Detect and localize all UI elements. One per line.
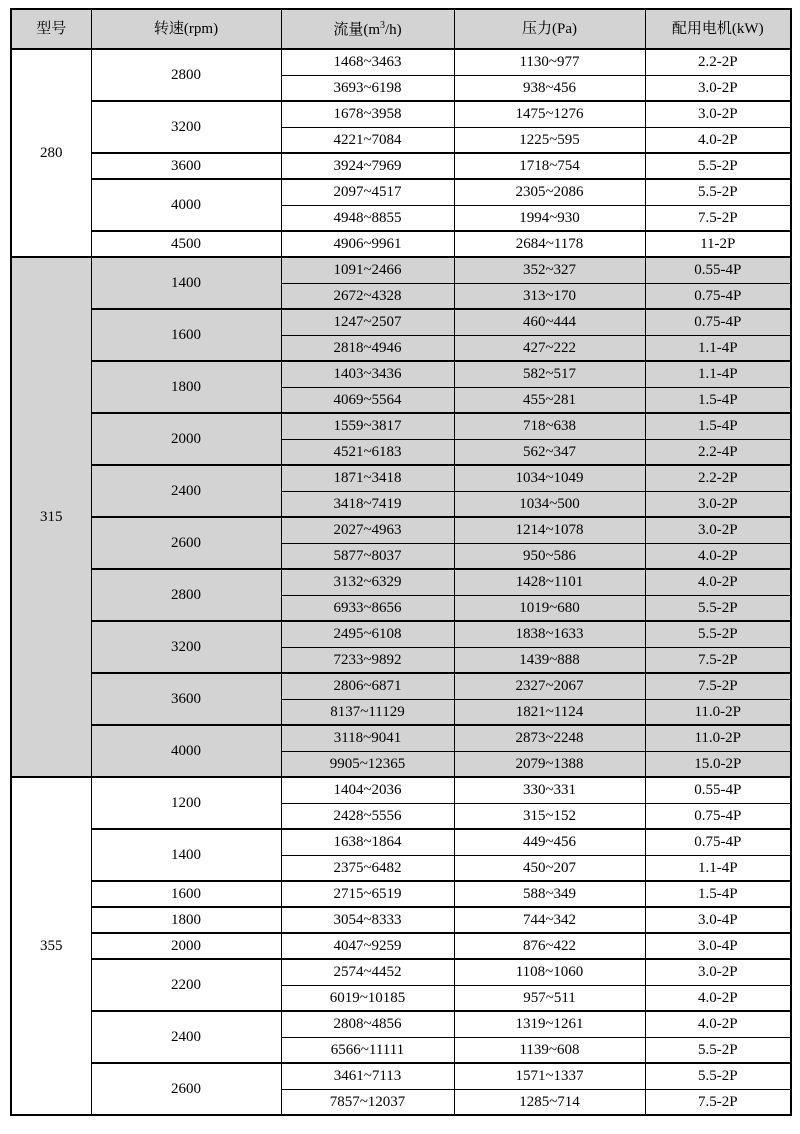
pressure-cell: 2873~2248 <box>454 725 645 751</box>
pressure-cell: 1034~500 <box>454 491 645 517</box>
flow-cell: 1638~1864 <box>281 829 454 855</box>
table-row <box>11 777 791 803</box>
flow-cell: 4521~6183 <box>281 439 454 465</box>
flow-cell: 4948~8855 <box>281 205 454 231</box>
pressure-cell: 2684~1178 <box>454 231 645 257</box>
pressure-cell: 427~222 <box>454 335 645 361</box>
motor-cell: 1.5-4P <box>645 387 791 413</box>
motor-cell: 1.1-4P <box>645 855 791 881</box>
pressure-cell: 2327~2067 <box>454 673 645 699</box>
table-row <box>11 959 791 985</box>
flow-cell: 2375~6482 <box>281 855 454 881</box>
pressure-cell: 315~152 <box>454 803 645 829</box>
motor-cell: 1.5-4P <box>645 413 791 439</box>
flow-cell: 2495~6108 <box>281 621 454 647</box>
motor-cell: 1.1-4P <box>645 335 791 361</box>
flow-cell: 3118~9041 <box>281 725 454 751</box>
pressure-cell: 330~331 <box>454 777 645 803</box>
rpm-cell: 1600 <box>91 309 281 361</box>
table-row <box>11 101 791 127</box>
flow-cell: 1468~3463 <box>281 49 454 75</box>
motor-cell: 2.2-4P <box>645 439 791 465</box>
flow-cell: 7233~9892 <box>281 647 454 673</box>
flow-cell: 5877~8037 <box>281 543 454 569</box>
pressure-cell: 2305~2086 <box>454 179 645 205</box>
pressure-cell: 562~347 <box>454 439 645 465</box>
flow-cell: 2672~4328 <box>281 283 454 309</box>
flow-cell: 1247~2507 <box>281 309 454 335</box>
motor-cell: 3.0-4P <box>645 933 791 959</box>
flow-cell: 2428~5556 <box>281 803 454 829</box>
rpm-cell: 2800 <box>91 569 281 621</box>
motor-cell: 7.5-2P <box>645 673 791 699</box>
pressure-cell: 1838~1633 <box>454 621 645 647</box>
flow-cell: 3054~8333 <box>281 907 454 933</box>
rpm-cell: 1200 <box>91 777 281 829</box>
pressure-cell: 744~342 <box>454 907 645 933</box>
pressure-cell: 718~638 <box>454 413 645 439</box>
rpm-cell: 4000 <box>91 725 281 777</box>
flow-unit-suffix: /h) <box>385 21 402 38</box>
motor-cell: 5.5-2P <box>645 621 791 647</box>
motor-cell: 3.0-2P <box>645 959 791 985</box>
pressure-cell: 582~517 <box>454 361 645 387</box>
flow-cell: 4221~7084 <box>281 127 454 153</box>
motor-cell: 3.0-2P <box>645 75 791 101</box>
rpm-cell: 2000 <box>91 933 281 959</box>
rpm-cell: 3200 <box>91 101 281 153</box>
motor-cell: 7.5-2P <box>645 647 791 673</box>
rpm-cell: 2600 <box>91 517 281 569</box>
flow-unit-exponent: 3 <box>380 19 385 31</box>
flow-cell: 7857~12037 <box>281 1089 454 1115</box>
pressure-cell: 938~456 <box>454 75 645 101</box>
motor-cell: 4.0-2P <box>645 985 791 1011</box>
model-cell: 280 <box>11 49 91 257</box>
motor-cell: 11.0-2P <box>645 725 791 751</box>
rpm-cell: 3600 <box>91 153 281 179</box>
motor-cell: 15.0-2P <box>645 751 791 777</box>
table-row <box>11 907 791 933</box>
motor-cell: 5.5-2P <box>645 1063 791 1089</box>
flow-cell: 3418~7419 <box>281 491 454 517</box>
table-header <box>11 9 791 49</box>
rpm-cell: 1600 <box>91 881 281 907</box>
table-row <box>11 153 791 179</box>
col-header-speed: 转速(rpm) <box>91 9 281 49</box>
pressure-cell: 1139~608 <box>454 1037 645 1063</box>
motor-cell: 5.5-2P <box>645 179 791 205</box>
table-row <box>11 309 791 335</box>
pressure-cell: 1019~680 <box>454 595 645 621</box>
table-body <box>11 49 791 1115</box>
rpm-cell: 1400 <box>91 829 281 881</box>
table-row <box>11 257 791 283</box>
flow-cell: 2097~4517 <box>281 179 454 205</box>
col-header-pressure: 压力(Pa) <box>454 9 645 49</box>
table-row <box>11 673 791 699</box>
table-row <box>11 413 791 439</box>
pressure-cell: 1108~1060 <box>454 959 645 985</box>
pressure-cell: 876~422 <box>454 933 645 959</box>
pressure-cell: 1571~1337 <box>454 1063 645 1089</box>
pressure-cell: 449~456 <box>454 829 645 855</box>
table-row <box>11 621 791 647</box>
motor-cell: 3.0-4P <box>645 907 791 933</box>
table-row <box>11 569 791 595</box>
motor-cell: 5.5-2P <box>645 153 791 179</box>
flow-cell: 6566~11111 <box>281 1037 454 1063</box>
motor-cell: 4.0-2P <box>645 127 791 153</box>
motor-cell: 2.2-2P <box>645 49 791 75</box>
motor-cell: 0.75-4P <box>645 829 791 855</box>
motor-cell: 3.0-2P <box>645 101 791 127</box>
table-row <box>11 1063 791 1089</box>
pressure-cell: 1821~1124 <box>454 699 645 725</box>
flow-cell: 4069~5564 <box>281 387 454 413</box>
pressure-cell: 957~511 <box>454 985 645 1011</box>
motor-cell: 4.0-2P <box>645 543 791 569</box>
flow-cell: 2715~6519 <box>281 881 454 907</box>
motor-cell: 5.5-2P <box>645 1037 791 1063</box>
fan-specification-table <box>10 8 792 1116</box>
col-header-motor: 配用电机(kW) <box>645 9 791 49</box>
motor-cell: 7.5-2P <box>645 1089 791 1115</box>
rpm-cell: 4000 <box>91 179 281 231</box>
flow-cell: 3461~7113 <box>281 1063 454 1089</box>
col-header-flow <box>281 9 454 49</box>
flow-cell: 1559~3817 <box>281 413 454 439</box>
pressure-cell: 352~327 <box>454 257 645 283</box>
flow-cell: 2818~4946 <box>281 335 454 361</box>
table-row <box>11 179 791 205</box>
motor-cell: 2.2-2P <box>645 465 791 491</box>
pressure-cell: 450~207 <box>454 855 645 881</box>
header-row <box>11 9 791 49</box>
rpm-cell: 1800 <box>91 907 281 933</box>
pressure-cell: 1214~1078 <box>454 517 645 543</box>
flow-cell: 8137~11129 <box>281 699 454 725</box>
table-row <box>11 1011 791 1037</box>
table-row <box>11 465 791 491</box>
flow-cell: 2806~6871 <box>281 673 454 699</box>
flow-cell: 2027~4963 <box>281 517 454 543</box>
pressure-cell: 1319~1261 <box>454 1011 645 1037</box>
motor-cell: 0.75-4P <box>645 803 791 829</box>
pressure-cell: 950~586 <box>454 543 645 569</box>
table-row <box>11 231 791 257</box>
flow-cell: 4906~9961 <box>281 231 454 257</box>
pressure-cell: 588~349 <box>454 881 645 907</box>
table-row <box>11 881 791 907</box>
rpm-cell: 4500 <box>91 231 281 257</box>
rpm-cell: 1400 <box>91 257 281 309</box>
pressure-cell: 1225~595 <box>454 127 645 153</box>
pressure-cell: 460~444 <box>454 309 645 335</box>
motor-cell: 7.5-2P <box>645 205 791 231</box>
rpm-cell: 2000 <box>91 413 281 465</box>
flow-cell: 9905~12365 <box>281 751 454 777</box>
flow-cell: 3924~7969 <box>281 153 454 179</box>
flow-cell: 4047~9259 <box>281 933 454 959</box>
motor-cell: 4.0-2P <box>645 569 791 595</box>
motor-cell: 4.0-2P <box>645 1011 791 1037</box>
table-row <box>11 933 791 959</box>
rpm-cell: 2400 <box>91 465 281 517</box>
pressure-cell: 1034~1049 <box>454 465 645 491</box>
pressure-cell: 1994~930 <box>454 205 645 231</box>
table-row <box>11 361 791 387</box>
flow-cell: 1678~3958 <box>281 101 454 127</box>
pressure-cell: 2079~1388 <box>454 751 645 777</box>
flow-unit-prefix: 流量(m <box>333 21 380 38</box>
flow-cell: 1403~3436 <box>281 361 454 387</box>
motor-cell: 0.55-4P <box>645 257 791 283</box>
pressure-cell: 1439~888 <box>454 647 645 673</box>
motor-cell: 0.55-4P <box>645 777 791 803</box>
flow-cell: 3693~6198 <box>281 75 454 101</box>
flow-cell: 1404~2036 <box>281 777 454 803</box>
flow-cell: 2808~4856 <box>281 1011 454 1037</box>
flow-cell: 6933~8656 <box>281 595 454 621</box>
pressure-cell: 1475~1276 <box>454 101 645 127</box>
flow-cell: 1871~3418 <box>281 465 454 491</box>
rpm-cell: 3600 <box>91 673 281 725</box>
flow-cell: 3132~6329 <box>281 569 454 595</box>
model-cell: 355 <box>11 777 91 1115</box>
rpm-cell: 2400 <box>91 1011 281 1063</box>
rpm-cell: 2800 <box>91 49 281 101</box>
pressure-cell: 1718~754 <box>454 153 645 179</box>
rpm-cell: 1800 <box>91 361 281 413</box>
motor-cell: 0.75-4P <box>645 309 791 335</box>
pressure-cell: 1285~714 <box>454 1089 645 1115</box>
table-row <box>11 517 791 543</box>
motor-cell: 0.75-4P <box>645 283 791 309</box>
pressure-cell: 1428~1101 <box>454 569 645 595</box>
motor-cell: 3.0-2P <box>645 517 791 543</box>
motor-cell: 3.0-2P <box>645 491 791 517</box>
flow-cell: 1091~2466 <box>281 257 454 283</box>
motor-cell: 11.0-2P <box>645 699 791 725</box>
col-header-model: 型号 <box>11 9 91 49</box>
motor-cell: 11-2P <box>645 231 791 257</box>
flow-cell: 2574~4452 <box>281 959 454 985</box>
motor-cell: 5.5-2P <box>645 595 791 621</box>
motor-cell: 1.5-4P <box>645 881 791 907</box>
pressure-cell: 455~281 <box>454 387 645 413</box>
flow-cell: 6019~10185 <box>281 985 454 1011</box>
table-row <box>11 829 791 855</box>
model-cell: 315 <box>11 257 91 777</box>
table-row <box>11 725 791 751</box>
rpm-cell: 2200 <box>91 959 281 1011</box>
rpm-cell: 3200 <box>91 621 281 673</box>
rpm-cell: 2600 <box>91 1063 281 1115</box>
pressure-cell: 313~170 <box>454 283 645 309</box>
motor-cell: 1.1-4P <box>645 361 791 387</box>
table-row <box>11 49 791 75</box>
pressure-cell: 1130~977 <box>454 49 645 75</box>
